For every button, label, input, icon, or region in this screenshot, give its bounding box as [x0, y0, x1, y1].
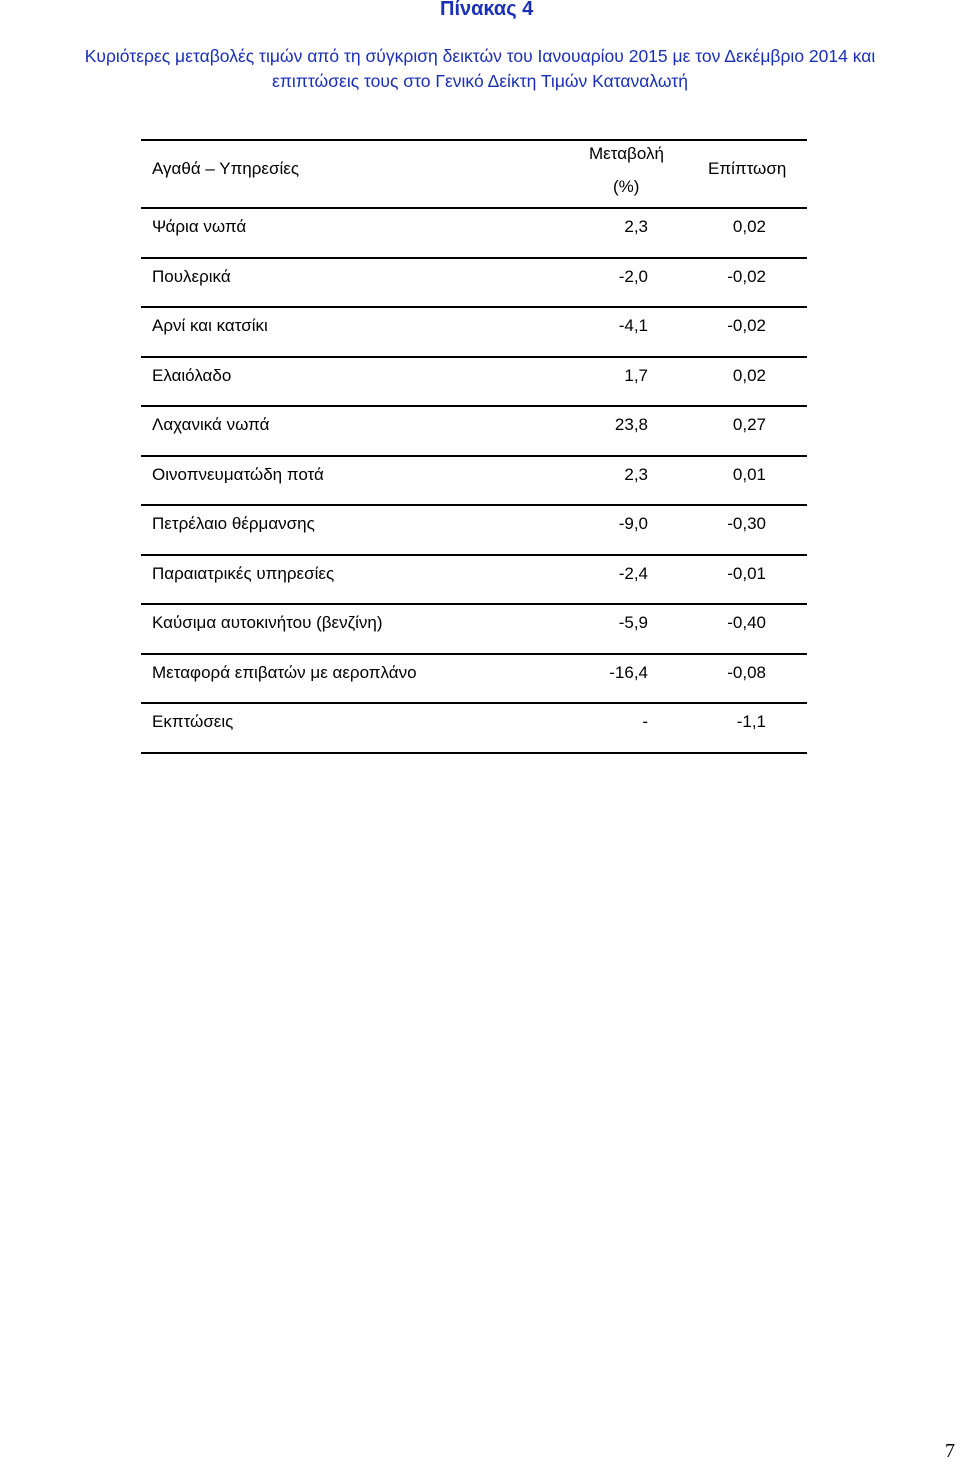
row-item-name: Αρνί και κατσίκι	[152, 316, 268, 335]
header-goods-services: Αγαθά – Υπηρεσίες	[152, 159, 300, 178]
row-change-value: -16,4	[609, 662, 648, 682]
caption-line-2: επιπτώσεις τους στο Γενικό Δείκτη Τιμών Καταναλωτή	[272, 71, 688, 91]
table-row	[141, 457, 807, 505]
row-impact-value: -0,02	[727, 316, 766, 335]
row-change-value: 2,3	[624, 217, 648, 236]
table-row	[141, 209, 807, 257]
row-change-value: 2,3	[624, 464, 648, 484]
row-impact-value: -0,01	[727, 563, 766, 583]
row-impact-value: -1,1	[736, 712, 766, 731]
page-heading: Πίνακας 4	[440, 0, 534, 20]
caption-line-1: Κυριότερες μεταβολές τιμών από τη σύγκριση δεικτών του Ιανουαρίου 2015 με τον Δεκέμβριο 2014 και	[84, 46, 876, 66]
row-item-name: Πουλερικά	[152, 266, 231, 286]
row-item-name: Εκπτώσεις	[152, 712, 234, 731]
table-row	[141, 308, 807, 356]
row-item-name: Ελαιόλαδο	[152, 365, 232, 385]
header-impact: Επίπτωση	[708, 159, 787, 178]
row-change-value: -4,1	[618, 316, 648, 335]
row-impact-value: 0,27	[732, 415, 766, 434]
page-number: 7	[945, 1440, 955, 1462]
table-row	[141, 259, 807, 307]
row-change-value: -5,9	[618, 613, 648, 632]
row-impact-value: -0,40	[727, 613, 766, 632]
header-change: Μεταβολή	[589, 144, 664, 163]
row-impact-value: -0,08	[727, 662, 766, 682]
row-item-name: Καύσιμα αυτοκινήτου (βενζίνη)	[152, 613, 383, 632]
table-caption	[0, 44, 960, 94]
header-change-unit: (%)	[613, 177, 640, 196]
row-impact-value: 0,02	[732, 217, 766, 236]
table-row	[141, 556, 807, 604]
row-item-name: Πετρέλαιο θέρμανσης	[152, 514, 315, 533]
table-row	[141, 605, 807, 653]
row-item-name: Παραιατρικές υπηρεσίες	[152, 563, 335, 583]
table-header-row	[141, 141, 807, 207]
row-item-name: Οινοπνευματώδη ποτά	[152, 464, 324, 484]
table-bottom-rule	[141, 752, 807, 754]
price-changes-table	[141, 139, 807, 754]
table-row	[141, 407, 807, 455]
table-row	[141, 655, 807, 703]
row-item-name: Ψάρια νωπά	[152, 217, 247, 236]
table-row	[141, 704, 807, 752]
table-row	[141, 506, 807, 554]
row-change-value: 1,7	[624, 365, 648, 385]
table-row	[141, 358, 807, 406]
row-change-value: -	[642, 712, 648, 731]
row-impact-value: -0,02	[727, 266, 766, 286]
row-change-value: 23,8	[614, 415, 648, 434]
row-impact-value: -0,30	[727, 514, 766, 533]
row-change-value: -2,0	[618, 266, 648, 286]
row-impact-value: 0,02	[732, 365, 766, 385]
row-impact-value: 0,01	[732, 464, 766, 484]
row-change-value: -2,4	[618, 563, 648, 583]
row-change-value: -9,0	[618, 514, 648, 533]
row-item-name: Λαχανικά νωπά	[152, 415, 270, 434]
row-item-name: Μεταφορά επιβατών με αεροπλάνο	[152, 662, 417, 682]
